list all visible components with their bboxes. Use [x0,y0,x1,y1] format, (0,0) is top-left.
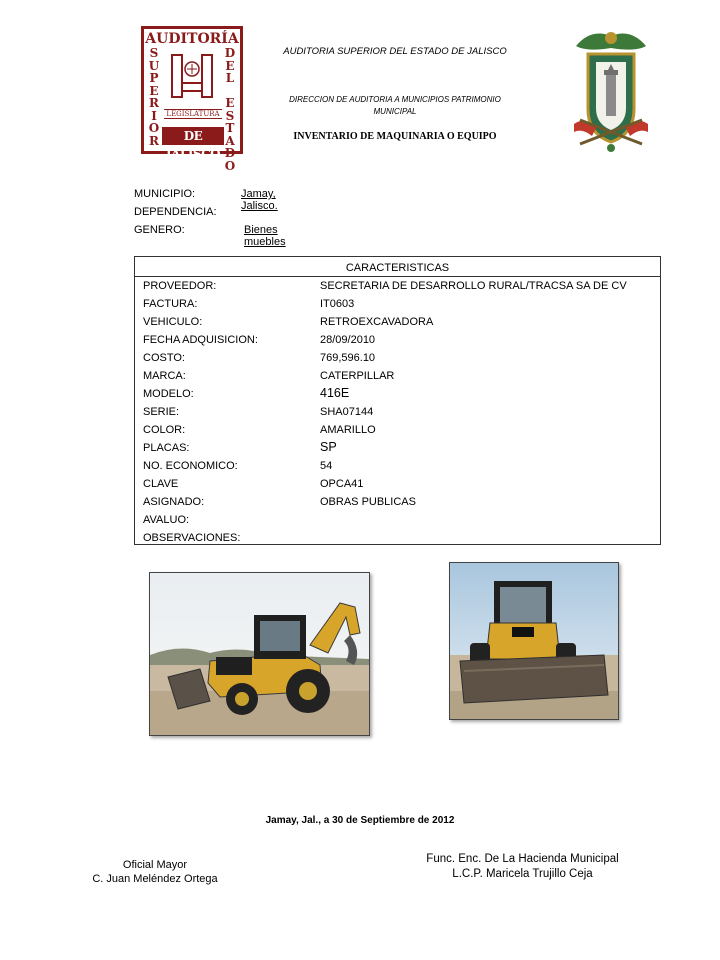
sig-right-name: L.C.P. Maricela Trujillo Ceja [452,868,593,880]
row-value: OPCA41 [320,478,364,490]
signature-oficial-mayor [60,858,250,886]
date-line: Jamay, Jal., a 30 de Septiembre de 2012 [265,815,455,826]
table-row [135,478,660,496]
characteristics-table [134,256,661,545]
table-row [135,406,660,424]
table-row [135,442,660,460]
row-value: CATERPILLAR [320,370,395,382]
row-label: FECHA ADQUISICION: [143,334,258,346]
jalisco-coat-of-arms-icon [566,24,656,156]
table-row [135,460,660,478]
row-label: COLOR: [143,424,186,436]
header-line-2: DIRECCION DE AUDITORIA A MUNICIPIOS PATRIMONIO MUNICIPAL [289,95,501,116]
dependencia-label: DEPENDENCIA: [134,206,217,218]
table-row [135,388,660,406]
row-value: 54 [320,460,333,472]
row-label: COSTO: [143,352,185,364]
header-line-1: AUDITORIA SUPERIOR DEL ESTADO DE JALISCO [283,46,507,57]
row-label: AVALUO: [143,514,190,526]
row-label: FACTURA: [143,298,198,310]
table-row [135,424,660,442]
table-row [135,280,660,298]
row-label: MARCA: [143,370,186,382]
auditoria-logo [141,26,243,173]
row-value: SP [320,440,337,454]
row-label: CLAVE [143,478,179,490]
row-label: VEHICULO: [143,316,203,328]
logo-left-column: S U P E R I O R [148,46,160,148]
genero-label: GENERO: [134,224,185,236]
row-value: 28/09/2010 [320,334,376,346]
table-row [135,316,660,334]
table-row [135,532,660,550]
municipio-value: Jamay, Jalisco. [241,188,278,212]
row-value: OBRAS PUBLICAS [320,496,416,508]
municipio-label: MUNICIPIO: [134,188,196,200]
logo-bottom-text: DE JALISCO [162,127,224,145]
sig-right-title: Func. Enc. De La Hacienda Municipal [426,853,619,865]
backhoe-front-photo [449,562,619,720]
table-header: CARACTERISTICAS [135,257,660,277]
row-value: AMARILLO [320,424,376,436]
row-label: NO. ECONOMICO: [143,460,238,472]
row-value: IT0603 [320,298,355,310]
row-label: ASIGNADO: [143,496,205,508]
sig-left-name: C. Juan Meléndez Ortega [92,873,218,885]
row-value: 416E [320,386,350,400]
row-value: 769,596.10 [320,352,376,364]
row-label: PROVEEDOR: [143,280,217,292]
signature-hacienda [395,852,650,882]
row-label: PLACAS: [143,442,190,454]
table-row [135,334,660,352]
table-row [135,514,660,532]
row-label: MODELO: [143,388,194,400]
row-value: RETROEXCAVADORA [320,316,434,328]
row-label: OBSERVACIONES: [143,532,241,544]
table-row [135,298,660,316]
legislature-monogram-icon [168,51,216,101]
row-value: SHA07144 [320,406,374,418]
logo-title: AUDITORÍA [145,31,239,47]
logo-legislatura: LEGISLATURA [164,109,222,119]
header-line-3: INVENTARIO DE MAQUINARIA O EQUIPO [293,131,497,142]
genero-value: Bienes muebles [244,224,286,248]
sig-left-title: Oficial Mayor [122,859,188,871]
table-row [135,352,660,370]
table-row [135,496,660,514]
logo-right-column: D E L E S T A D O [224,46,236,173]
backhoe-side-photo [149,572,370,736]
row-value: SECRETARIA DE DESARROLLO RURAL/TRACSA SA DE CV [320,280,627,292]
table-row [135,370,660,388]
row-label: SERIE: [143,406,180,418]
